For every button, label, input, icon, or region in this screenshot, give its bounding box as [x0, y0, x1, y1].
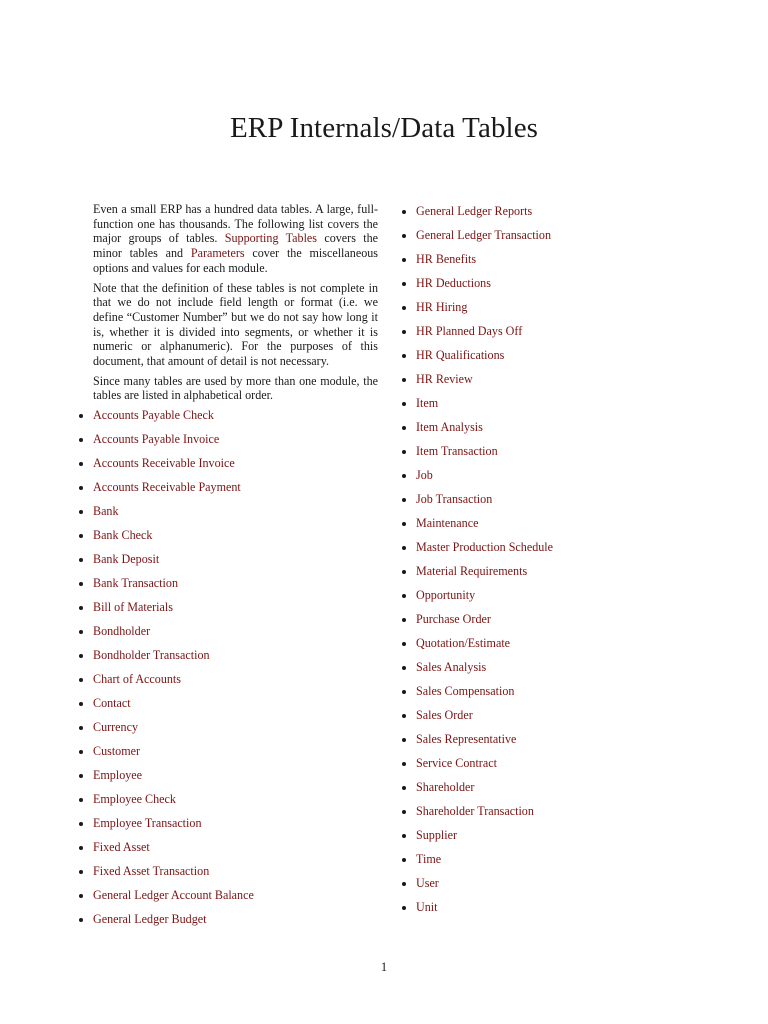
list-item: [416, 396, 716, 420]
table-link[interactable]: Sales Compensation: [416, 684, 515, 698]
table-link[interactable]: Fixed Asset: [93, 840, 150, 855]
bullet-icon: [402, 306, 406, 310]
list-item: [416, 492, 716, 516]
bullet-icon: [402, 618, 406, 622]
list-item: [416, 276, 716, 300]
table-link[interactable]: Master Production Schedule: [416, 540, 554, 554]
list-item: [93, 432, 378, 456]
list-item: [416, 540, 716, 564]
table-link[interactable]: Bill of Materials: [93, 600, 173, 615]
list-item: [416, 828, 716, 852]
bullet-icon: [402, 762, 406, 766]
bullet-icon: [402, 330, 406, 334]
list-item: [93, 600, 378, 624]
bullet-icon: [402, 474, 406, 478]
bullet-icon: [402, 402, 406, 406]
list-item: [93, 840, 378, 864]
bullet-icon: [79, 654, 83, 658]
intro-text-1: Even a small ERP has a hundred data tables. A large, full-function one has thousands. The following list covers the major groups of tables.: [93, 202, 378, 246]
table-link[interactable]: Fixed Asset Transaction: [93, 864, 210, 879]
bullet-icon: [402, 498, 406, 502]
bullet-icon: [402, 858, 406, 862]
bullet-icon: [402, 642, 406, 646]
bullet-icon: [402, 594, 406, 598]
table-link[interactable]: Bank: [93, 504, 119, 519]
bullet-icon: [79, 534, 83, 538]
bullet-icon: [79, 894, 83, 898]
bullet-icon: [402, 690, 406, 694]
bullet-icon: [79, 510, 83, 514]
table-link[interactable]: Sales Analysis: [416, 660, 487, 674]
list-item: [416, 252, 716, 276]
table-link[interactable]: Shareholder Transaction: [416, 804, 534, 818]
bullet-icon: [402, 570, 406, 574]
table-link[interactable]: Service Contract: [416, 756, 497, 770]
list-item: [416, 708, 716, 732]
list-item: [416, 372, 716, 396]
list-item: [93, 576, 378, 600]
bullet-icon: [79, 846, 83, 850]
list-item: [93, 888, 378, 912]
table-link[interactable]: Accounts Receivable Payment: [93, 480, 241, 495]
list-item: [416, 852, 716, 876]
bullet-icon: [402, 450, 406, 454]
list-item: [416, 420, 716, 444]
table-link[interactable]: Job: [416, 468, 433, 482]
list-item: [416, 612, 716, 636]
list-item: [416, 588, 716, 612]
table-link[interactable]: General Ledger Account Balance: [93, 888, 254, 903]
intro-text-3: cover the miscellaneous options and values for each module.: [93, 246, 378, 275]
list-item: [93, 504, 378, 528]
list-item: [416, 228, 716, 252]
table-link[interactable]: Job Transaction: [416, 492, 493, 506]
table-link[interactable]: Opportunity: [416, 588, 476, 602]
bullet-icon: [79, 798, 83, 802]
bullet-icon: [402, 666, 406, 670]
list-item: [93, 696, 378, 720]
list-item: [93, 408, 378, 432]
table-link[interactable]: Item: [416, 396, 439, 410]
bullet-icon: [402, 354, 406, 358]
list-item: [93, 672, 378, 696]
table-link[interactable]: User: [416, 876, 439, 890]
bullet-icon: [79, 678, 83, 682]
table-link[interactable]: Employee Check: [93, 792, 176, 807]
list-item: [93, 768, 378, 792]
bullet-icon: [402, 522, 406, 526]
bullet-icon: [79, 438, 83, 442]
list-item: [416, 348, 716, 372]
supporting-tables-link[interactable]: Supporting Tables: [224, 231, 318, 246]
bullet-icon: [79, 702, 83, 706]
bullet-icon: [79, 918, 83, 922]
list-item: [416, 468, 716, 492]
table-link[interactable]: General Ledger Reports: [416, 204, 533, 218]
list-item: [416, 684, 716, 708]
bullet-icon: [402, 714, 406, 718]
list-item: [93, 552, 378, 576]
bullet-icon: [402, 426, 406, 430]
list-item: [416, 900, 716, 924]
bullet-icon: [402, 282, 406, 286]
list-item: [93, 456, 378, 480]
table-link[interactable]: HR Hiring: [416, 300, 468, 314]
intro-paragraph-2: Note that the definition of these tables is not complete in that we do not include field length or format (i.e. we define “Customer Number” but we do not say how long it is, whether it is divided into segments, or whether it is numeric or alphanumeric). For the purposes of this document, that amount of detail is not necessary.: [93, 280, 378, 369]
bullet-icon: [402, 378, 406, 382]
table-link[interactable]: Contact: [93, 696, 131, 711]
intro-text-2: covers the minor tables and: [93, 231, 379, 261]
table-link[interactable]: Customer: [93, 744, 141, 759]
list-item: [93, 864, 378, 888]
table-link[interactable]: Shareholder: [416, 780, 475, 794]
list-item: [416, 564, 716, 588]
bullet-icon: [402, 834, 406, 838]
bullet-icon: [79, 774, 83, 778]
list-item: [93, 792, 378, 816]
table-link[interactable]: HR Qualifications: [416, 348, 505, 362]
list-item: [416, 444, 716, 468]
list-item: [93, 720, 378, 744]
table-link[interactable]: Maintenance: [416, 516, 479, 530]
table-link[interactable]: Accounts Payable Check: [93, 408, 214, 423]
table-link[interactable]: Purchase Order: [416, 612, 491, 626]
table-link[interactable]: HR Benefits: [416, 252, 477, 266]
list-item: [416, 780, 716, 804]
bullet-icon: [79, 822, 83, 826]
table-link[interactable]: Bank Check: [93, 528, 153, 543]
bullet-icon: [402, 210, 406, 214]
bullet-icon: [79, 462, 83, 466]
table-list-left: [93, 408, 378, 936]
bullet-icon: [79, 558, 83, 562]
list-item: [416, 804, 716, 828]
table-link[interactable]: General Ledger Budget: [93, 912, 207, 927]
list-item: [93, 528, 378, 552]
bullet-icon: [79, 630, 83, 634]
bullet-icon: [402, 546, 406, 550]
list-item: [416, 876, 716, 900]
bullet-icon: [79, 486, 83, 490]
table-link[interactable]: Employee Transaction: [93, 816, 202, 831]
table-list-right: [416, 204, 716, 924]
intro-paragraph-3: Since many tables are used by more than one module, the tables are listed in alphabetical order.: [93, 373, 378, 403]
table-link[interactable]: Employee: [93, 768, 143, 783]
right-column: [416, 204, 716, 924]
table-link[interactable]: Quotation/Estimate: [416, 636, 511, 650]
table-link[interactable]: Supplier: [416, 828, 457, 842]
list-item: [416, 204, 716, 228]
list-item: [93, 912, 378, 936]
list-item: [416, 324, 716, 348]
table-link[interactable]: Sales Order: [416, 708, 473, 722]
list-item: [416, 660, 716, 684]
table-link[interactable]: Unit: [416, 900, 438, 914]
table-link[interactable]: Item Transaction: [416, 444, 498, 458]
page-title: ERP Internals/Data Tables: [229, 112, 539, 144]
bullet-icon: [79, 870, 83, 874]
bullet-icon: [402, 810, 406, 814]
table-link[interactable]: Bank Deposit: [93, 552, 160, 567]
page-number: 1: [380, 960, 388, 974]
list-item: [93, 480, 378, 504]
list-item: [416, 516, 716, 540]
table-link[interactable]: Bondholder: [93, 624, 151, 639]
bullet-icon: [79, 414, 83, 418]
bullet-icon: [402, 258, 406, 262]
bullet-icon: [402, 234, 406, 238]
intro-paragraph-1: [93, 202, 378, 276]
list-item: [93, 816, 378, 840]
table-link[interactable]: General Ledger Transaction: [416, 228, 552, 242]
table-link[interactable]: HR Planned Days Off: [416, 324, 523, 338]
table-link[interactable]: HR Deductions: [416, 276, 491, 290]
table-link[interactable]: Currency: [93, 720, 138, 735]
table-link[interactable]: Time: [416, 852, 442, 866]
bullet-icon: [402, 738, 406, 742]
table-link[interactable]: HR Review: [416, 372, 473, 386]
table-link[interactable]: Chart of Accounts: [93, 672, 181, 687]
left-column: [93, 202, 378, 936]
table-link[interactable]: Accounts Receivable Invoice: [93, 456, 235, 471]
bullet-icon: [79, 606, 83, 610]
list-item: [93, 624, 378, 648]
bullet-icon: [79, 750, 83, 754]
table-link[interactable]: Bondholder Transaction: [93, 648, 210, 663]
list-item: [93, 648, 378, 672]
list-item: [416, 300, 716, 324]
parameters-link[interactable]: Parameters: [190, 246, 245, 261]
table-link[interactable]: Accounts Payable Invoice: [93, 432, 220, 447]
list-item: [93, 744, 378, 768]
list-item: [416, 732, 716, 756]
table-link[interactable]: Bank Transaction: [93, 576, 178, 591]
table-link[interactable]: Material Requirements: [416, 564, 528, 578]
bullet-icon: [402, 882, 406, 886]
bullet-icon: [79, 582, 83, 586]
table-link[interactable]: Sales Representative: [416, 732, 517, 746]
list-item: [416, 756, 716, 780]
table-link[interactable]: Item Analysis: [416, 420, 483, 434]
list-item: [416, 636, 716, 660]
bullet-icon: [79, 726, 83, 730]
bullet-icon: [402, 906, 406, 910]
bullet-icon: [402, 786, 406, 790]
